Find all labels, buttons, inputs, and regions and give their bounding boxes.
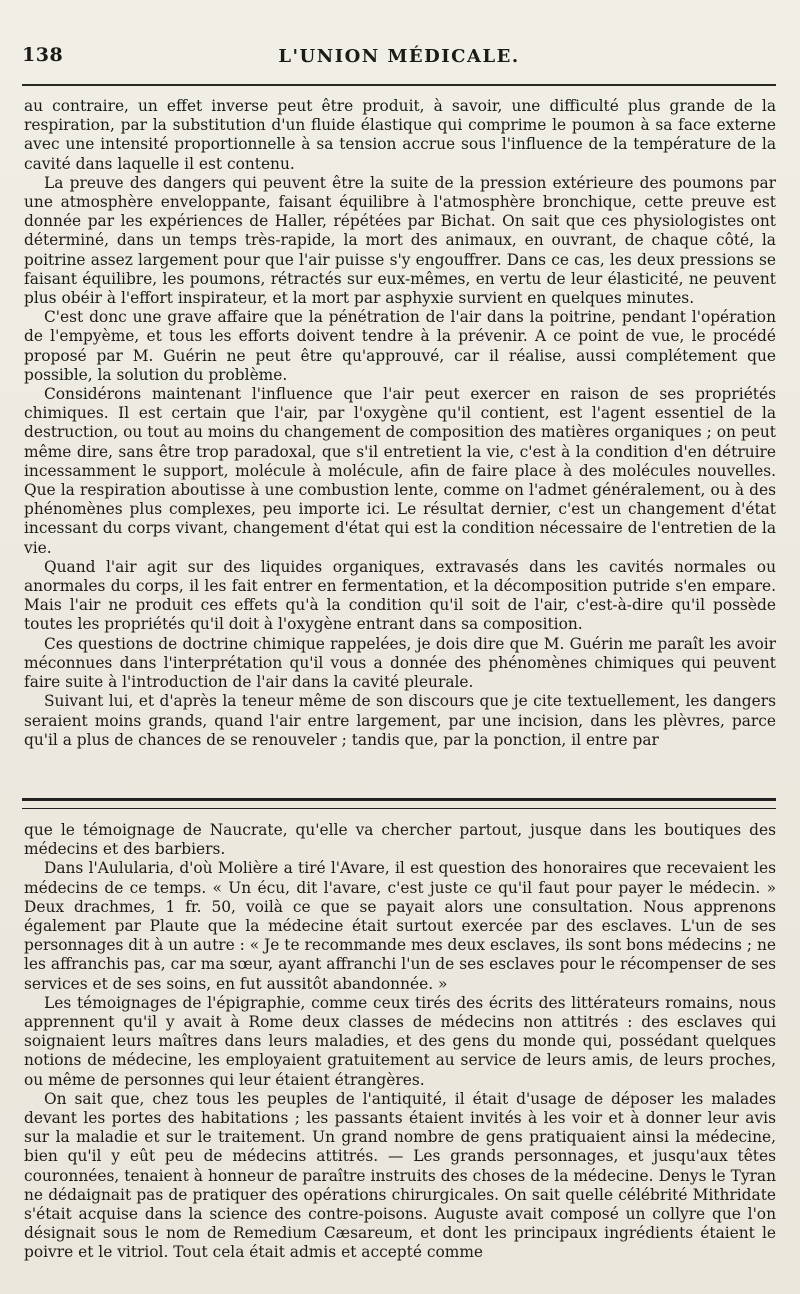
article-paragraph: Ces questions de doctrine chimique rappelées, je dois dire que M. Guérin me paraît les avoir méconnues dans l'interprétation qu'il vous a donnée des phénomènes chimiques qui peuvent faire suite à l'introduction de l'air dans la cavité pleurale.	[24, 634, 776, 692]
running-title: L'UNION MÉDICALE.	[278, 46, 520, 67]
feuilleton-body	[24, 821, 776, 1263]
article-paragraph: Quand l'air agit sur des liquides organiques, extravasés dans les cavités normales ou anormales du corps, il les fait entrer en fermentation, et la décomposition putride s'en empare. Mais l'air ne produit ces effets qu'à la condition qu'il soit de l'air, c'est-à-dire qu'il possède toutes les propriétés qu'il doit à l'oxygène entrant dans sa composition.	[24, 557, 776, 634]
feuilleton-divider	[22, 798, 776, 809]
page-number: 138	[22, 44, 64, 66]
article-paragraph: Considérons maintenant l'influence que l'air peut exercer en raison de ses propriétés chimiques. Il est certain que l'air, par l'oxygène qu'il contient, est l'agent essentiel de la destruction, ou tout au moins du changement de composition des matières organiques ; on peut même dire, sans être trop paradoxal, que s'il entretient la vie, c'est à la condition d'en détruire incessamment le support, molécule à molécule, afin de faire place à des molécules nouvelles. Que la respiration aboutisse à une combustion lente, comme on l'admet généralement, ou à des phénomènes plus complexes, peu importe ici. Le résultat dernier, c'est un changement d'état incessant du corps vivant, changement d'état qui est la condition nécessaire de l'entretien de la vie.	[24, 385, 776, 557]
article-paragraph: au contraire, un effet inverse peut être produit, à savoir, une difficulté plus grande de la respiration, par la substitution d'un fluide élastique qui comprime le poumon à sa face externe avec une intensité proportionnelle à sa tension accrue sous l'influence de la température de la cavité dans laquelle il est contenu.	[24, 97, 776, 173]
article-paragraph: La preuve des dangers qui peuvent être la suite de la pression extérieure des poumons par une atmosphère enveloppante, faisant équilibre à l'atmosphère bronchique, cette preuve est donnée par les expériences de Haller, répétées par Bichat. On sait que ces physiologistes ont déterminé, dans un temps très-rapide, la mort des animaux, en ouvrant, de chaque côté, la poitrine assez largement pour que l'air puisse s'y engouffrer. Dans ce cas, les deux pressions se faisant équilibre, les poumons, rétractés sur eux-mêmes, en vertu de leur élasticité, ne peuvent plus obéir à l'effort inspirateur, et la mort par asphyxie survient en quelques minutes.	[24, 173, 776, 308]
article-paragraph: Suivant lui, et d'après la teneur même de son discours que je cite textuellement, les dangers seraient moins grands, quand l'air entre largement, par une incision, dans les plèvres, parce qu'il a plus de chances de se renouveler ; tandis que, par la ponction, il entre par	[24, 692, 776, 749]
feuilleton-paragraph: On sait que, chez tous les peuples de l'antiquité, il était d'usage de déposer les malades devant les portes des habitations ; les passants étaient invités à les voir et à donner leur avis sur la maladie et sur le traitement. Un grand nombre de gens pratiquaient ainsi la médecine, bien qu'il y eût peu de médecins attitrés. — Les grands personnages, et jusqu'aux têtes couronnées, tenaient à honneur de paraître instruits des choses de la médecine. Denys le Tyran ne dédaignait pas de pratiquer des opérations chirurgicales. On sait quelle célébrité Mithridate s'était acquise dans la science des contre-poisons. Auguste avait composé un collyre que l'on désignait sous le nom de Remedium Cæsareum, et dont les principaux ingrédients étaient le poivre et le vitriol. Tout cela était admis et accepté comme	[24, 1089, 776, 1262]
article-paragraph: C'est donc une grave affaire que la pénétration de l'air dans la poitrine, pendant l'opération de l'empyème, et tous les efforts doivent tendre à la prévenir. A ce point de vue, le procédé proposé par M. Guérin ne peut être qu'approuvé, car il réalise, aussi complétement que possible, la solution du problème.	[24, 308, 776, 384]
feuilleton-paragraph: Les témoignages de l'épigraphie, comme ceux tirés des écrits des littérateurs romains, nous apprennent qu'il y avait à Rome deux classes de médecins non attitrés : des esclaves qui soignaient leurs maîtres dans leurs maladies, et des gens du monde qui, possédant quelques notions de médecine, les employaient gratuitement au service de leurs amis, de leurs proches, ou même de personnes qui leur étaient étrangères.	[24, 993, 776, 1089]
feuilleton-paragraph: Dans l'Aulularia, d'où Molière a tiré l'Avare, il est question des honoraires que recevaient les médecins de ce temps. « Un écu, dit l'avare, c'est juste ce qu'il faut pour payer le médecin. » Deux drachmes, 1 fr. 50, voilà ce que se payait alors une consultation. Nous apprenons également par Plaute que la médecine était surtout exercée par des esclaves. L'un de ses personnages dit à un autre : « Je te recommande mes deux esclaves, ils sont bons médecins ; ne les affranchis pas, car ma sœur, ayant affranchi l'un de ses esclaves pour le récompenser de ses services et de ses soins, en fut aussitôt abandonnée. »	[24, 859, 776, 993]
header-rule	[22, 84, 776, 86]
page-header	[22, 44, 776, 74]
feuilleton-paragraph: que le témoignage de Naucrate, qu'elle va chercher partout, jusque dans les boutiques des médecins et des barbiers.	[24, 821, 776, 859]
article-body	[24, 97, 776, 750]
